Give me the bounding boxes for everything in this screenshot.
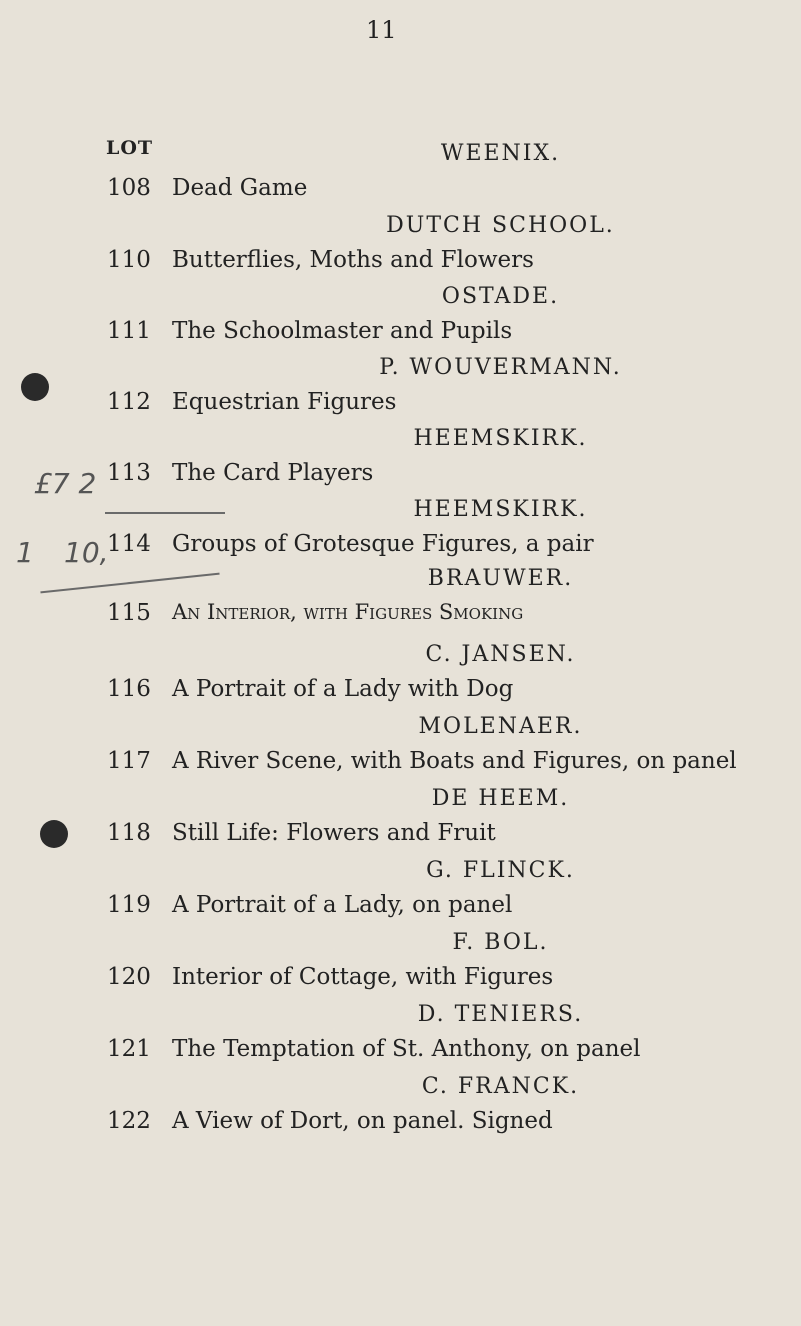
lot-number: 120	[107, 964, 151, 990]
lot-number: 112	[107, 389, 151, 415]
lot-entry	[0, 355, 801, 425]
page-number: 11	[366, 16, 397, 44]
lot-entry	[0, 566, 801, 636]
lot-title: Dead Game	[172, 175, 308, 201]
artist-name: C. JANSEN.	[425, 642, 576, 667]
artist-name: OSTADE.	[441, 284, 560, 309]
lot-number: 115	[107, 600, 151, 626]
artist-name: DE HEEM.	[431, 786, 570, 811]
pencil-annotation: 1	[16, 536, 34, 569]
lot-number: 121	[107, 1036, 151, 1062]
pencil-annotation: 10,	[64, 536, 109, 569]
lot-entry	[0, 497, 801, 567]
lot-number: 108	[107, 175, 151, 201]
lot-number: 122	[107, 1108, 151, 1134]
artist-name: MOLENAER.	[418, 714, 583, 739]
artist-name: P. WOUVERMANN.	[379, 355, 622, 380]
lot-title: A River Scene, with Boats and Figures, on panel	[172, 748, 737, 774]
lot-number: 119	[107, 892, 151, 918]
lot-entry	[0, 213, 801, 283]
artist-name: D. TENIERS.	[417, 1002, 584, 1027]
lot-title: A Portrait of a Lady, on panel	[172, 892, 513, 918]
lot-number: 118	[107, 820, 151, 846]
margin-dot-mark	[21, 373, 49, 401]
lot-entry	[0, 714, 801, 784]
lot-title: Equestrian Figures	[172, 389, 397, 415]
lot-entry	[0, 642, 801, 712]
lot-number: 117	[107, 748, 151, 774]
lot-title: An Interior, with Figures Smoking	[172, 600, 524, 624]
lot-number: 116	[107, 676, 151, 702]
lot-entry	[0, 858, 801, 928]
lot-number: 113	[107, 460, 151, 486]
lot-title: Still Life: Flowers and Fruit	[172, 820, 496, 846]
lot-column-header: LOT	[106, 137, 154, 159]
artist-name: HEEMSKIRK.	[413, 426, 588, 451]
lot-number: 114	[107, 531, 151, 557]
lot-entry	[0, 284, 801, 354]
artist-name: HEEMSKIRK.	[413, 497, 588, 522]
artist-name: C. FRANCK.	[421, 1074, 580, 1099]
lot-title: A Portrait of a Lady with Dog	[172, 676, 514, 702]
lot-entry	[0, 426, 801, 496]
lot-number: 111	[107, 318, 151, 344]
lot-title: The Temptation of St. Anthony, on panel	[172, 1036, 641, 1062]
lot-title: Groups of Grotesque Figures, a pair	[172, 531, 594, 557]
pencil-line	[105, 512, 225, 514]
artist-name: DUTCH SCHOOL.	[386, 213, 615, 238]
lot-entry	[0, 1074, 801, 1144]
lot-entry	[0, 141, 801, 211]
lot-entry	[0, 1002, 801, 1072]
lot-title: A View of Dort, on panel. Signed	[172, 1108, 553, 1134]
lot-entry	[0, 930, 801, 1000]
lot-entry	[0, 786, 801, 856]
lot-title: The Card Players	[172, 460, 374, 486]
lot-number: 110	[107, 247, 151, 273]
margin-dot-mark	[40, 820, 68, 848]
artist-name: F. BOL.	[452, 930, 549, 955]
lot-title: The Schoolmaster and Pupils	[172, 318, 513, 344]
pencil-annotation: £7 2	[34, 467, 97, 500]
lot-title: Butterflies, Moths and Flowers	[172, 247, 534, 273]
artist-name: BRAUWER.	[427, 566, 574, 591]
artist-name: G. FLINCK.	[426, 858, 575, 883]
artist-name: WEENIX.	[440, 141, 561, 166]
lot-title: Interior of Cottage, with Figures	[172, 964, 554, 990]
